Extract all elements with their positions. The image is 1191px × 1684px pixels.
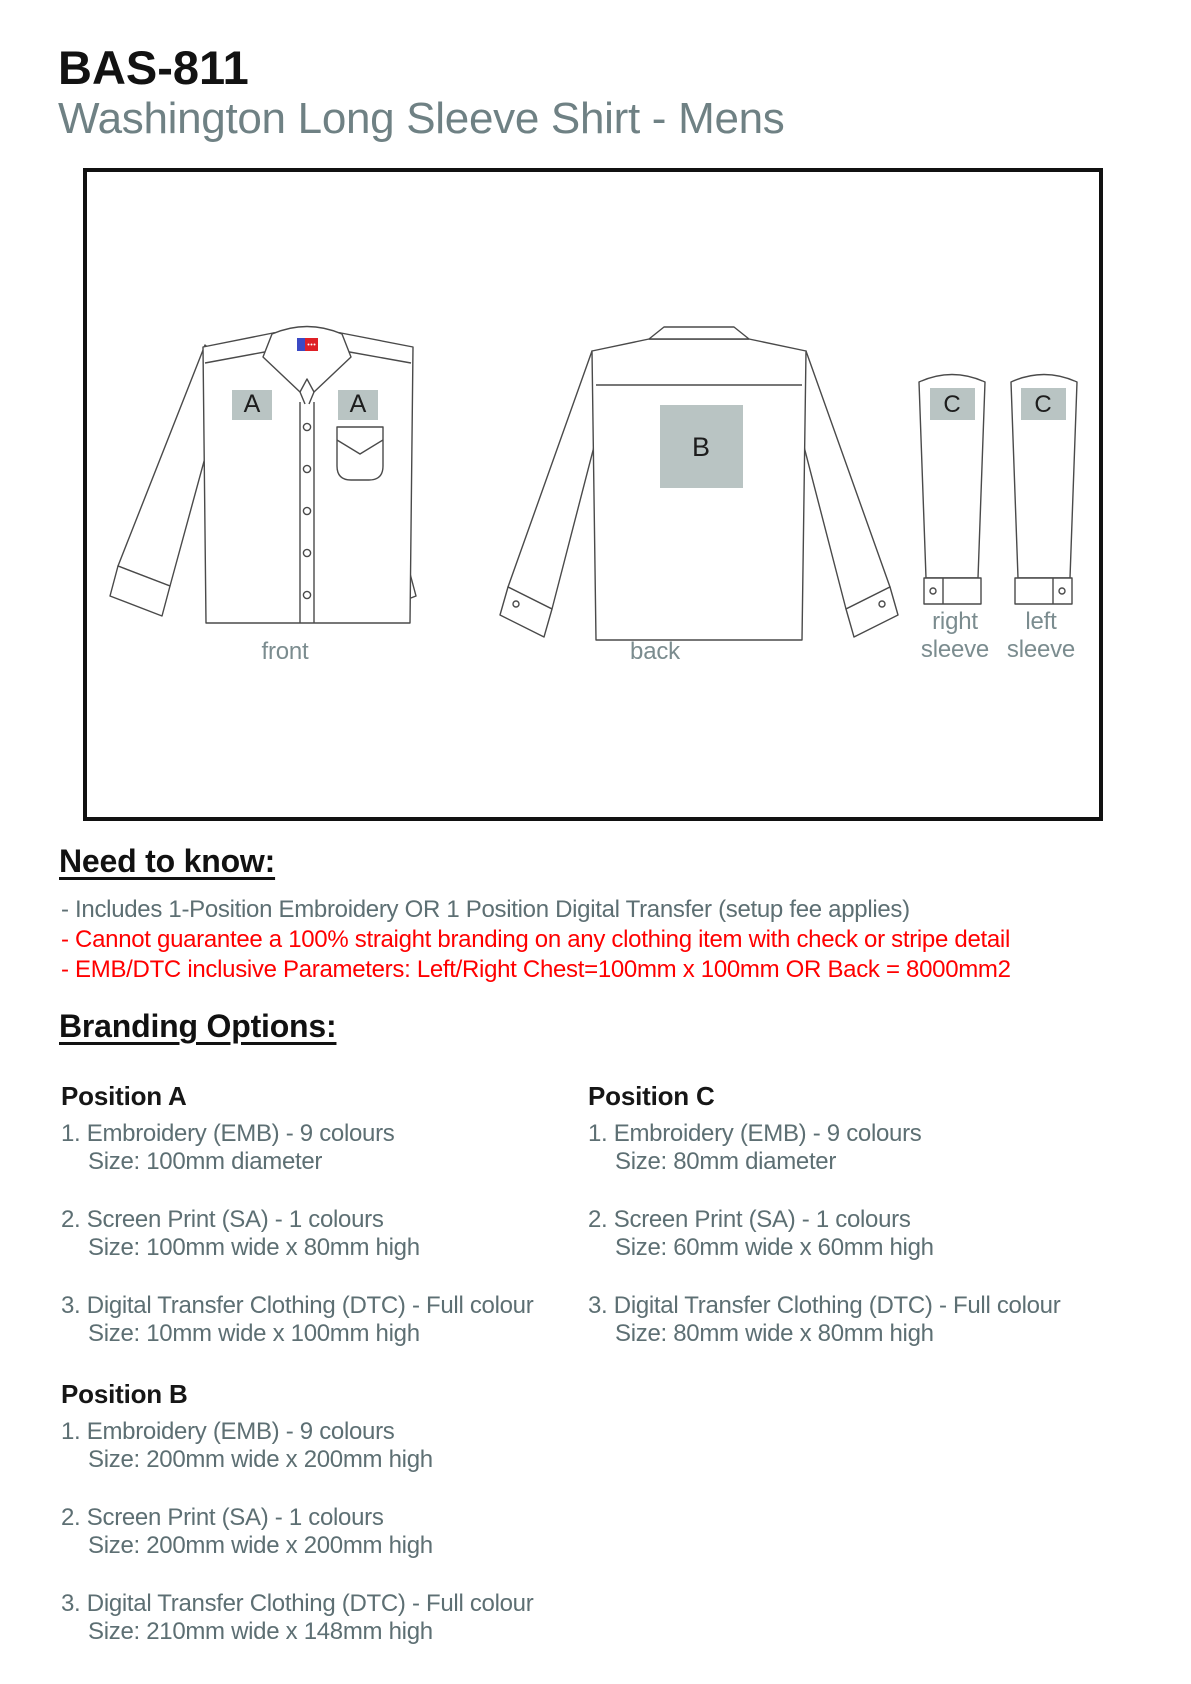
left-sleeve-label-line2: sleeve: [1006, 636, 1076, 663]
option-size: Size: 10mm wide x 100mm high: [88, 1320, 420, 1347]
back-shirt-drawing: [488, 318, 908, 653]
branding-option: [61, 1590, 621, 1646]
option-size: Size: 100mm wide x 80mm high: [88, 1234, 420, 1261]
position-b-column: [61, 1379, 621, 1676]
position-a-title: Position A: [61, 1081, 187, 1111]
option-line: 1. Embroidery (EMB) - 9 colours: [61, 1120, 395, 1147]
branding-option: [588, 1292, 1148, 1348]
branding-options-heading: Branding Options:: [59, 1008, 337, 1044]
branding-option: [61, 1418, 621, 1474]
need-to-know-heading: Need to know:: [59, 843, 276, 879]
option-size: Size: 80mm wide x 80mm high: [615, 1320, 934, 1347]
need-to-know-item: - EMB/DTC inclusive Parameters: Left/Right Chest=100mm x 100mm OR Back = 8000mm2: [61, 956, 1011, 983]
back-view-label: back: [630, 638, 680, 665]
position-a-column: [61, 1081, 621, 1378]
option-size: Size: 100mm diameter: [88, 1148, 323, 1175]
position-marker-c-left-letter: C: [1034, 391, 1052, 418]
option-size: Size: 200mm wide x 200mm high: [88, 1532, 433, 1559]
branding-option: [61, 1120, 621, 1176]
position-marker-b-letter: B: [691, 432, 711, 462]
front-view-label: front: [261, 638, 309, 665]
option-size: Size: 200mm wide x 200mm high: [88, 1446, 433, 1473]
left-sleeve-label: [981, 608, 1101, 664]
branding-option: [588, 1206, 1148, 1262]
position-c-title: Position C: [588, 1081, 715, 1111]
option-line: 3. Digital Transfer Clothing (DTC) - Full colour: [61, 1590, 534, 1617]
position-c-column: [588, 1081, 1148, 1378]
collar-brand-tag: [297, 338, 318, 351]
option-line: 1. Embroidery (EMB) - 9 colours: [588, 1120, 922, 1147]
option-line: 2. Screen Print (SA) - 1 colours: [61, 1206, 384, 1233]
need-to-know-item: - Cannot guarantee a 100% straight branding on any clothing item with check or stripe detail: [61, 926, 1010, 953]
branding-option: [61, 1292, 621, 1348]
front-shirt-drawing: [108, 318, 418, 638]
position-marker-a-right-letter: A: [349, 390, 367, 418]
option-size: Size: 80mm diameter: [615, 1148, 837, 1175]
product-title: Washington Long Sleeve Shirt - Mens: [58, 94, 785, 143]
branding-option: [61, 1206, 621, 1262]
option-size: Size: 60mm wide x 60mm high: [615, 1234, 934, 1261]
left-sleeve-drawing: [1003, 364, 1085, 606]
right-sleeve-label-line2: sleeve: [920, 636, 990, 663]
option-line: 3. Digital Transfer Clothing (DTC) - Full colour: [588, 1292, 1061, 1319]
option-line: 3. Digital Transfer Clothing (DTC) - Full colour: [61, 1292, 534, 1319]
left-sleeve-label-line1: left: [1025, 608, 1057, 635]
position-marker-c-right-letter: C: [943, 391, 961, 418]
option-line: 2. Screen Print (SA) - 1 colours: [61, 1504, 384, 1531]
position-marker-a-left-letter: A: [243, 390, 261, 418]
branding-option: [61, 1504, 621, 1560]
option-size: Size: 210mm wide x 148mm high: [88, 1618, 433, 1645]
garment-diagram-panel: [83, 168, 1103, 821]
branding-option: [588, 1120, 1148, 1176]
need-to-know-item: - Includes 1-Position Embroidery OR 1 Position Digital Transfer (setup fee applies): [61, 896, 910, 923]
option-line: 2. Screen Print (SA) - 1 colours: [588, 1206, 911, 1233]
option-line: 1. Embroidery (EMB) - 9 colours: [61, 1418, 395, 1445]
right-sleeve-label-line1: right: [932, 608, 978, 635]
right-sleeve-drawing: [911, 364, 993, 606]
position-b-title: Position B: [61, 1379, 188, 1409]
need-to-know-list: [61, 895, 1011, 985]
product-code: BAS-811: [58, 41, 249, 94]
